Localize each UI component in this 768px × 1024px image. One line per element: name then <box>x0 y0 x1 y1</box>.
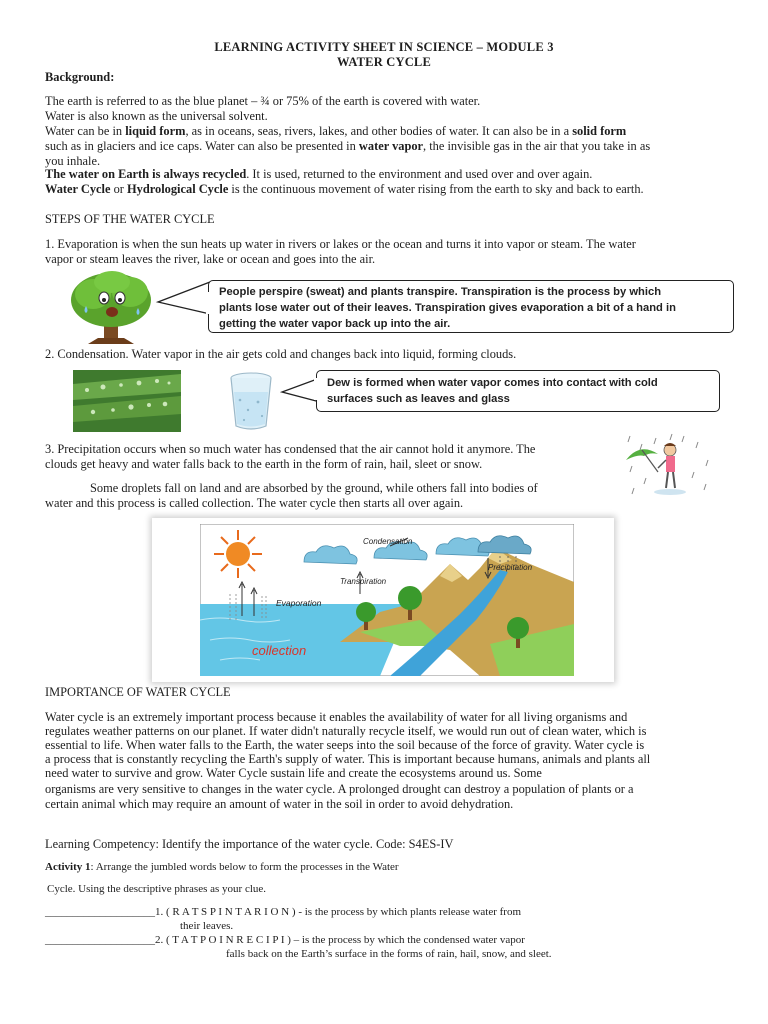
collection-line-1: Some droplets fall on land and are absorbed by the ground, while others fall into bodies of <box>90 481 538 495</box>
steps-heading: STEPS OF THE WATER CYCLE <box>45 212 215 226</box>
label-evaporation: Evaporation <box>276 598 322 608</box>
rain-umbrella-illustration <box>622 432 714 498</box>
activity-instruction-line-1 <box>45 861 399 874</box>
activity-item-2-continued: falls back on the Earth’s surface in the forms of rain, hail, snow, and sleet. <box>226 948 552 960</box>
background-line-4 <box>45 139 650 154</box>
transpiration-callout <box>208 280 734 333</box>
collection-line-2: water and this process is called collection. The water cycle then starts all over again. <box>45 496 464 510</box>
callout-1-line-2: plants lose water out of their leaves. Transpiration gives evaporation a bit of a hand in <box>219 302 676 314</box>
step-2: 2. Condensation. Water vapor in the air gets cold and changes back into liquid, forming clouds. <box>45 347 517 361</box>
answer-blank-1[interactable]: ____________________ <box>45 906 155 918</box>
hydrological-cycle-term: Hydrological Cycle <box>127 182 229 196</box>
callout-2-line-2: surfaces such as leaves and glass <box>327 393 510 405</box>
importance-line-3: essential to life. When water falls to the Earth, the water seeps into the soil because of the force of gravity. Water cycle is <box>45 738 645 752</box>
recycled-term: The water on Earth is always recycled <box>45 167 247 181</box>
step-1-line-1: 1. Evaporation is when the sun heats up water in rivers or lakes or the ocean and turns it into vapor or steam. The water <box>45 237 636 251</box>
callout-1-joint-cover <box>206 282 210 330</box>
label-collection: collection <box>252 643 307 658</box>
text-span: : Arrange the jumbled words below to form the processes in the Water <box>90 861 399 873</box>
text-span: or <box>110 182 128 196</box>
label-condensation: Condensation <box>363 537 413 546</box>
background-line-7 <box>45 182 644 197</box>
page-subtitle: WATER CYCLE <box>337 55 431 69</box>
step-3-line-2: clouds get heavy and water falls back to the earth in the form of rain, hail, sleet or snow. <box>45 457 483 471</box>
item-1-text: 1. ( R A T S P I N T A R I O N ) - is the process by which plants release water from <box>155 906 522 918</box>
importance-line-5: need water to survive and grow. Water Cycle sustain life and create the ecosystems around us. Some <box>45 766 542 780</box>
callout-2-joint-cover <box>314 372 318 410</box>
importance-line-7: certain animal which may require an amount of water in the soil in order to avoid dehydration. <box>45 797 514 811</box>
sweating-tree-illustration <box>68 270 158 348</box>
step-1-line-2: vapor or steam leaves the river, lake or ocean and goes into the air. <box>45 252 376 266</box>
text-span: is the continuous movement of water rising from the earth to sky and back to earth. <box>228 182 644 196</box>
importance-line-1: Water cycle is an extremely important process because it enables the availability of water for all living organisms and <box>45 710 628 724</box>
learning-competency: Learning Competency: Identify the importance of the water cycle. Code: S4ES-IV <box>45 837 454 851</box>
importance-line-6: organisms are very sensitive to changes in the water cycle. A prolonged drought can destroy a population of plants or a <box>45 782 634 796</box>
water-vapor-term: water vapor <box>358 139 424 153</box>
callout-1-line-1: People perspire (sweat) and plants transpire. Transpiration is the process by which <box>219 286 662 298</box>
item-2-text: 2. ( T A T P O I N R E C I P I ) – is the process by which the condensed water vapor <box>155 934 525 946</box>
background-line-3 <box>45 124 626 139</box>
importance-line-4: a process that is constantly recycling the Earth's supply of water. This is important because humans, animals and plants all <box>45 752 651 766</box>
background-line-5: you inhale. <box>45 154 101 168</box>
dew-callout <box>316 370 720 412</box>
importance-line-2: regulates weather patterns on our planet. If water didn't naturally recycle itself, we would run out of clean water, which is <box>45 724 647 738</box>
background-line-1: The earth is referred to as the blue planet – ¾ or 75% of the earth is covered with water. <box>45 94 481 108</box>
activity-item-2 <box>45 934 525 947</box>
importance-heading: IMPORTANCE OF WATER CYCLE <box>45 685 231 699</box>
text-span: Water can be in <box>45 124 126 138</box>
text-span: , the invisible gas in the air that you take in as <box>423 139 651 153</box>
label-transpiration: Transpiration <box>340 577 387 586</box>
callout-2-line-1: Dew is formed when water vapor comes into contact with cold <box>327 377 658 389</box>
dew-leaf-photo <box>73 370 181 432</box>
callout-1-line-3: getting the water vapor back up into the air. <box>219 318 451 330</box>
liquid-form-term: liquid form <box>125 124 186 138</box>
activity-label: Activity 1 <box>45 861 91 873</box>
background-heading: Background: <box>45 70 115 84</box>
text-span: such as in glaciers and ice caps. Water can also be presented in <box>45 139 359 153</box>
answer-blank-2[interactable]: ____________________ <box>45 934 155 946</box>
solid-form-term: solid form <box>572 124 627 138</box>
water-cycle-diagram <box>200 524 574 676</box>
activity-item-1 <box>45 906 521 919</box>
label-precipitation: Precipitation <box>488 563 533 572</box>
text-span: . It is used, returned to the environment and used over and over again. <box>246 167 593 181</box>
activity-instruction-line-2: Cycle. Using the descriptive phrases as your clue. <box>47 883 267 895</box>
background-line-6 <box>45 167 592 182</box>
text-span: , as in oceans, seas, rivers, lakes, and other bodies of water. It can also be in a <box>185 124 573 138</box>
step-3-line-1: 3. Precipitation occurs when so much water has condensed that the air cannot hold it anymore. The <box>45 442 536 456</box>
background-line-2: Water is also known as the universal solvent. <box>45 109 268 123</box>
activity-item-1-continued: their leaves. <box>180 920 234 932</box>
water-cycle-term: Water Cycle <box>45 182 111 196</box>
page-title: LEARNING ACTIVITY SHEET IN SCIENCE – MODULE 3 <box>214 40 554 54</box>
